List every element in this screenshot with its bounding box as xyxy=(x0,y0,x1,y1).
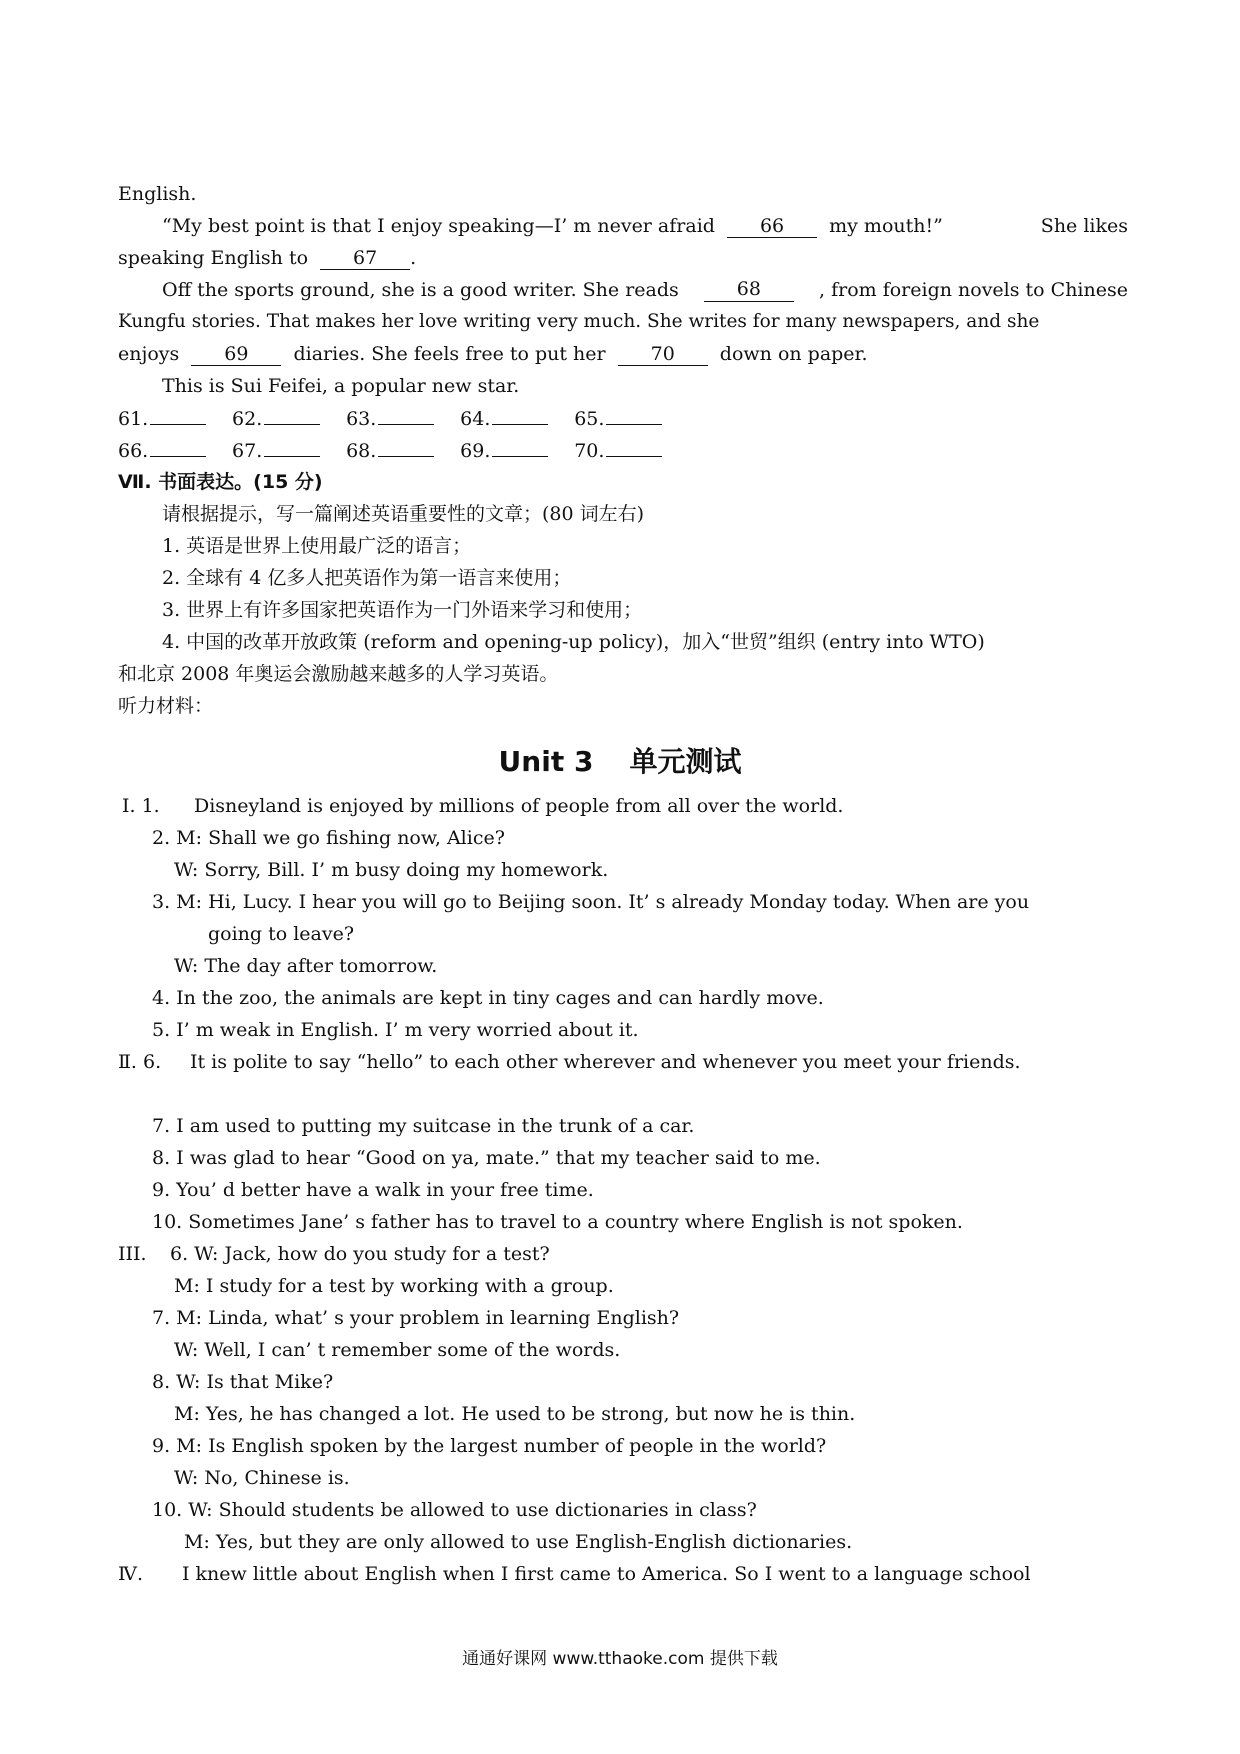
listening-line: 3. M: Hi, Lucy. I hear you will go to Beijing soon. It’ s already Monday today. When are you xyxy=(152,891,1030,913)
blank-66[interactable]: 66 xyxy=(727,215,817,238)
blank-67[interactable]: 67 xyxy=(320,247,410,270)
writing-point: 3. 世界上有许多国家把英语作为一门外语来学习和使用； xyxy=(162,599,643,621)
passage-line: English. xyxy=(118,183,197,205)
passage-line: enjoys 69 diaries. She feels free to put her 70 down on paper. xyxy=(118,343,868,365)
listening-line: 4. In the zoo, the animals are kept in tiny cages and can hardly move. xyxy=(152,987,824,1009)
listening-line: W: Sorry, Bill. I’ m busy doing my homework. xyxy=(174,859,609,881)
answer-blank-61[interactable] xyxy=(150,406,206,425)
listening-line: 5. I’ m weak in English. I’ m very worried about it. xyxy=(152,1019,639,1041)
writing-point: 和北京 2008 年奥运会激励越来越多的人学习英语。 xyxy=(118,663,559,685)
listening-line: 8. W: Is that Mike? xyxy=(152,1371,334,1393)
answer-blank-70[interactable] xyxy=(606,438,662,457)
writing-point: 4. 中国的改革开放政策 (reform and opening-up policy)，加入“世贸”组织 (entry into WTO) xyxy=(162,631,985,653)
writing-point: 2. 全球有 4 亿多人把英语作为第一语言来使用； xyxy=(162,567,572,589)
blank-69[interactable]: 69 xyxy=(191,343,281,366)
blank-68[interactable]: 68 xyxy=(704,278,794,302)
listening-line: Ⅳ. I knew little about English when I first came to America. So I went to a language school xyxy=(118,1563,1031,1585)
writing-prompt: 请根据提示，写一篇阐述英语重要性的文章；(80 词左右) xyxy=(162,503,645,525)
section-heading: Ⅶ. 书面表达。(15 分) xyxy=(118,471,323,493)
listening-line: 2. M: Shall we go fishing now, Alice? xyxy=(152,827,505,849)
listening-line: 10. Sometimes Jane’ s father has to travel to a country where English is not spoken. xyxy=(152,1211,963,1233)
listening-line: W: Well, I can’ t remember some of the words. xyxy=(174,1339,621,1361)
page-title: Unit 3 单元测试 xyxy=(498,745,742,778)
listening-line: 7. I am used to putting my suitcase in the trunk of a car. xyxy=(152,1115,695,1137)
listening-line: 9. You’ d better have a walk in your free time. xyxy=(152,1179,594,1201)
passage-line: “My best point is that I enjoy speaking—I’ m never afraid 66 my mouth!” She likes xyxy=(162,215,1128,237)
listening-line: M: Yes, he has changed a lot. He used to be strong, but now he is thin. xyxy=(174,1403,856,1425)
listening-line: M: Yes, but they are only allowed to use English-English dictionaries. xyxy=(184,1531,853,1553)
passage-line: This is Sui Feifei, a popular new star. xyxy=(162,375,520,397)
listening-line: W: The day after tomorrow. xyxy=(174,955,438,977)
blank-70[interactable]: 70 xyxy=(618,343,708,366)
answer-blank-65[interactable] xyxy=(606,406,662,425)
answer-blank-64[interactable] xyxy=(492,406,548,425)
passage-line: Kungfu stories. That makes her love writing very much. She writes for many newspapers, and she xyxy=(118,311,1040,332)
answer-blank-66[interactable] xyxy=(150,438,206,457)
listening-line: III. 6. W: Jack, how do you study for a test? xyxy=(118,1243,550,1265)
answer-row: 61. 62. 63. 64. 65. xyxy=(118,406,682,431)
passage-line: Off the sports ground, she is a good writer. She reads 68 , from foreign novels to Chinese xyxy=(162,278,1128,301)
listening-line: 9. M: Is English spoken by the largest number of people in the world? xyxy=(152,1435,827,1457)
answer-row: 66. 67. 68. 69. 70. xyxy=(118,438,682,463)
listening-line: 8. I was glad to hear “Good on ya, mate.” that my teacher said to me. xyxy=(152,1147,821,1169)
listening-line: M: I study for a test by working with a group. xyxy=(174,1275,614,1297)
listening-line: Ⅱ. 6. It is polite to say “hello” to each other wherever and whenever you meet your friends. xyxy=(118,1051,1021,1073)
passage-line: speaking English to 67 . xyxy=(118,247,417,269)
answer-blank-62[interactable] xyxy=(264,406,320,425)
listening-line: 10. W: Should students be allowed to use dictionaries in class? xyxy=(152,1499,757,1521)
listening-label: 听力材料： xyxy=(118,695,214,717)
listening-line: Ⅰ. 1. Disneyland is enjoyed by millions of people from all over the world. xyxy=(122,795,844,817)
listening-line: going to leave? xyxy=(208,923,355,945)
answer-blank-67[interactable] xyxy=(264,438,320,457)
listening-line: 7. M: Linda, what’ s your problem in learning English? xyxy=(152,1307,680,1329)
page-footer: 通通好课网 www.tthaoke.com 提供下载 xyxy=(462,1649,778,1669)
answer-blank-69[interactable] xyxy=(492,438,548,457)
answer-blank-68[interactable] xyxy=(378,438,434,457)
writing-point: 1. 英语是世界上使用最广泛的语言； xyxy=(162,535,472,557)
answer-blank-63[interactable] xyxy=(378,406,434,425)
listening-line: W: No, Chinese is. xyxy=(174,1467,350,1489)
